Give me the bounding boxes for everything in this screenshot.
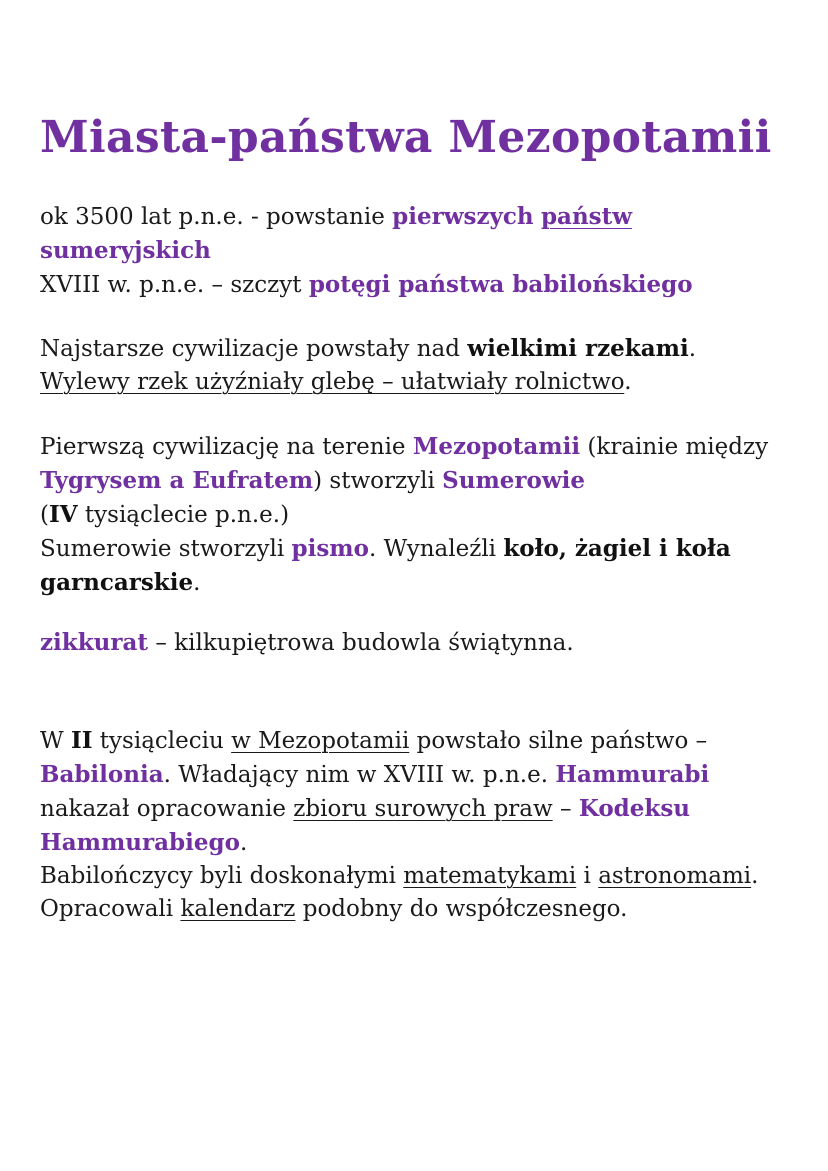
rivers-section (40, 332, 800, 399)
highlight-writing: pismo (291, 535, 369, 562)
highlight-code: Kodeksu Hammurabiego (40, 795, 690, 856)
bold-iv: IV (48, 501, 78, 528)
highlight-states: państw (540, 203, 633, 230)
text: ( (40, 502, 49, 528)
underlined-in-mesopotamia: w Mezopotamii (231, 728, 410, 754)
highlight-rivers: Tygrysem a Eufratem (40, 467, 314, 494)
text: – kilkupiętrowa budowla świątynna. (148, 630, 574, 656)
text: W (40, 728, 71, 754)
text: . Władający nim w XVIII w. p.n.e. (163, 762, 556, 788)
text: . (239, 830, 248, 856)
rivers-paragraph (40, 332, 800, 399)
text: . (193, 570, 201, 596)
highlight-babylonia: Babilonia (40, 761, 164, 788)
ziggurat-definition (40, 626, 800, 660)
text: tysiącleciu (92, 728, 232, 754)
babylon-section (40, 724, 800, 926)
highlight-ziggurat: zikkurat (40, 629, 149, 656)
text: . (688, 336, 696, 362)
underlined-laws: zbioru surowych praw (293, 796, 553, 822)
text: Najstarsze cywilizacje powstały nad (40, 336, 468, 362)
text: . Wynaleźli (368, 536, 504, 562)
underlined-astronomers: astronomami (598, 863, 752, 889)
bold-inventions: koło, żagiel i koła garncarskie (40, 535, 731, 596)
babylon-science (40, 860, 800, 926)
text: powstało silne państwo – (409, 728, 708, 754)
text: ) stworzyli (313, 468, 443, 494)
space (534, 204, 541, 230)
ziggurat-section (40, 626, 800, 660)
text: XVIII w. p.n.e. – szczyt (40, 272, 309, 298)
timeline-line-sumer (40, 200, 800, 268)
sumer-paragraph (40, 430, 800, 532)
sumer-section (40, 430, 800, 600)
text: nakazał opracowanie (40, 796, 294, 822)
text: Pierwszą cywilizację na terenie (40, 434, 413, 460)
text: (krainie między (580, 434, 769, 460)
highlight-sumerians: Sumerowie (442, 467, 586, 494)
text: . Opracowali (40, 863, 759, 922)
text: podobny do współczesnego. (295, 896, 628, 922)
highlight-first-states: pierwszych (392, 203, 534, 230)
highlight-mesopotamia: Mezopotamii (412, 433, 581, 460)
underlined-calendar: kalendarz (180, 896, 296, 922)
sumer-inventions (40, 532, 800, 600)
timeline-section (40, 200, 800, 302)
page-title: Miasta-państwa Mezopotamii (40, 112, 772, 163)
highlight-sumerian: sumeryjskich (40, 237, 211, 264)
text: – (552, 796, 579, 822)
bold-ii: II (70, 727, 93, 754)
bold-great-rivers: wielkimi rzekami (467, 335, 689, 362)
timeline-line-babylon (40, 268, 800, 302)
babylon-paragraph (40, 724, 800, 860)
text: tysiąclecie p.n.e.) (77, 502, 290, 528)
highlight-hammurabi: Hammurabi (555, 761, 710, 788)
highlight-babylon-power: potęgi państwa babilońskiego (308, 271, 693, 298)
underlined-mathematicians: matematykami (403, 863, 577, 889)
underlined-floods: Wylewy rzek użyźniały glebę – ułatwiały rolnictwo (40, 369, 625, 395)
text: . (624, 369, 632, 395)
text: i (576, 863, 599, 889)
text: Babilończycy byli doskonałymi (40, 863, 404, 889)
text: Sumerowie stworzyli (40, 536, 292, 562)
text: ok 3500 lat p.n.e. - powstanie (40, 204, 393, 230)
